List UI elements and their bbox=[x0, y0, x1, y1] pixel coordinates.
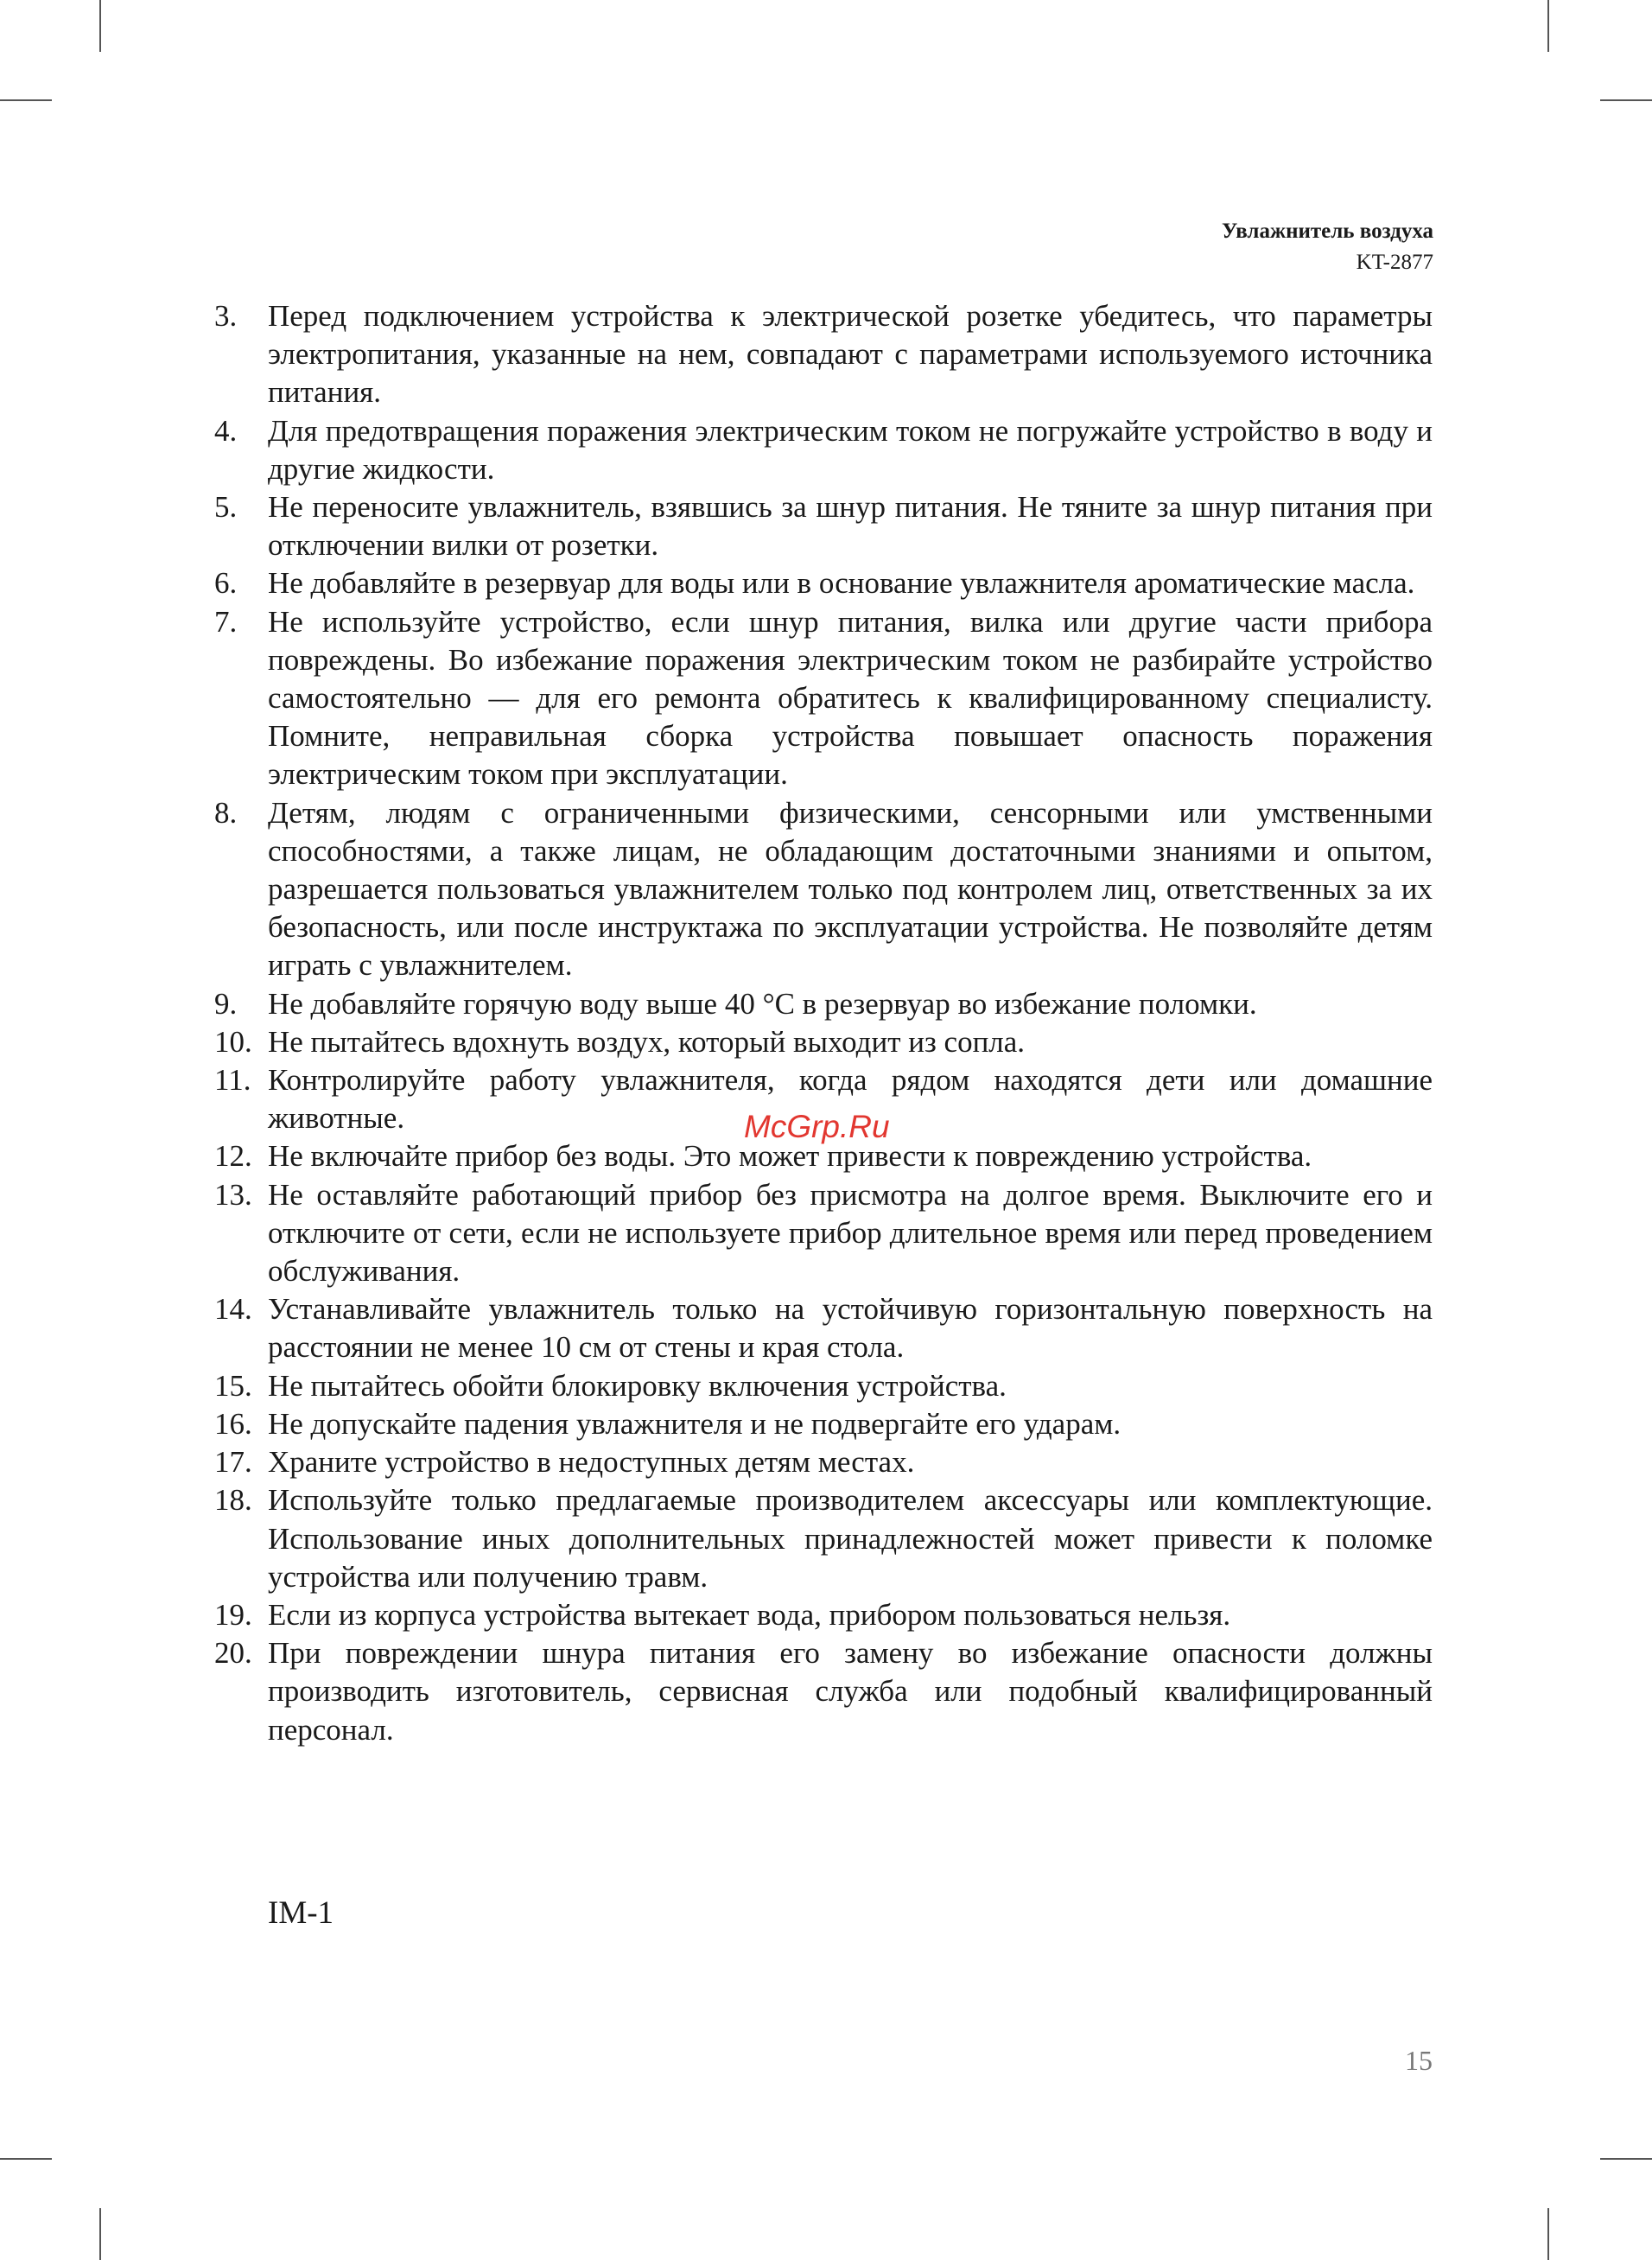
instruction-text: Используйте только предлагаемые производителем аксессуары или комплектующие. Использование иных дополнительных принадлежностей может привести к поломке устройства или получению травм. bbox=[268, 1483, 1433, 1594]
instruction-number: 9. bbox=[214, 986, 238, 1021]
instruction-item bbox=[214, 1176, 1433, 1291]
instruction-number: 14. bbox=[214, 1292, 252, 1327]
watermark: McGrp.Ru bbox=[744, 1109, 890, 1144]
instruction-text: Устанавливайте увлажнитель только на устойчивую горизонтальную поверхность на расстоянии не менее 10 см от стены и края стола. bbox=[268, 1292, 1433, 1365]
crop-mark bbox=[1600, 2158, 1652, 2160]
instruction-text: Не переносите увлажнитель, взявшись за шнур питания. Не тяните за шнур питания при отключении вилки от розетки. bbox=[268, 490, 1433, 563]
instruction-number: 18. bbox=[214, 1483, 252, 1518]
instruction-item bbox=[214, 1023, 1433, 1061]
instruction-item bbox=[214, 1290, 1433, 1366]
instruction-text: Не допускайте падения увлажнителя и не подвергайте его ударам. bbox=[268, 1406, 1121, 1441]
page-number: 15 bbox=[1405, 2045, 1433, 2076]
instruction-item bbox=[214, 488, 1433, 564]
instruction-item bbox=[214, 297, 1433, 412]
instruction-number: 13. bbox=[214, 1177, 252, 1212]
instruction-number: 17. bbox=[214, 1445, 252, 1480]
instruction-item bbox=[214, 985, 1433, 1023]
instruction-number: 19. bbox=[214, 1597, 252, 1632]
crop-mark bbox=[99, 0, 101, 52]
instruction-text: Детям, людям с ограниченными физическими, сенсорными или умственными способностями, а также лицам, не обладающим достаточными знаниями и опытом, разрешается пользоваться увлажнителем только под контролем лиц, ответственных за их безопасность, или после инструктажа по эксплуатации устройства. Не позволяйте детям играть с увлажнителем. bbox=[268, 795, 1433, 983]
instruction-number: 16. bbox=[214, 1406, 252, 1441]
instruction-number: 15. bbox=[214, 1368, 252, 1403]
instruction-item bbox=[214, 603, 1433, 794]
instruction-text: Перед подключением устройства к электрической розетке убедитесь, что параметры электропитания, указанные на нем, совпадают с параметрами используемого источника питания. bbox=[268, 299, 1433, 410]
instruction-number: 10. bbox=[214, 1024, 252, 1059]
instruction-text: Если из корпуса устройства вытекает вода, прибором пользоваться нельзя. bbox=[268, 1597, 1231, 1632]
instruction-text: Не оставляйте работающий прибор без присмотра на долгое время. Выключите его и отключите от сети, если не используете прибор длительное время или перед проведением обслуживания. bbox=[268, 1177, 1433, 1289]
crop-mark bbox=[0, 99, 52, 101]
instruction-text: Не включайте прибор без воды. Это может привести к повреждению устройства. bbox=[268, 1139, 1312, 1174]
running-header bbox=[1222, 216, 1433, 278]
instruction-item bbox=[214, 1367, 1433, 1405]
product-title: Увлажнитель воздуха bbox=[1221, 220, 1433, 243]
instruction-text: Для предотвращения поражения электрическим током не погружайте устройство в воду и другие жидкости. bbox=[268, 413, 1433, 486]
instruction-text: При повреждении шнура питания его замену во избежание опасности должны производить изготовитель, сервисная служба или подобный квалифицированный персонал. bbox=[268, 1636, 1433, 1747]
instruction-text: Не добавляйте горячую воду выше 40 °С в резервуар во избежание поломки. bbox=[268, 986, 1257, 1021]
instruction-text: Не добавляйте в резервуар для воды или в основание увлажнителя ароматические масла. bbox=[268, 566, 1415, 601]
instruction-item bbox=[214, 1405, 1433, 1443]
instruction-number: 11. bbox=[214, 1063, 251, 1098]
instruction-number: 4. bbox=[214, 413, 238, 448]
crop-mark bbox=[0, 2158, 52, 2160]
instruction-item bbox=[214, 564, 1433, 602]
instruction-number: 20. bbox=[214, 1636, 252, 1671]
instruction-item bbox=[214, 412, 1433, 488]
instruction-item bbox=[214, 1443, 1433, 1481]
instruction-item bbox=[214, 1481, 1433, 1596]
instruction-number: 5. bbox=[214, 490, 238, 525]
instruction-text: Не используйте устройство, если шнур питания, вилка или другие части прибора повреждены. Во избежание поражения электрическим током не разбирайте устройство самостоятельно — для его ремонта обратитесь к квалифицированному специалисту. Помните, неправильная сборка устройства повышает опасность поражения электрическим током при эксплуатации. bbox=[268, 604, 1433, 792]
crop-mark bbox=[1547, 0, 1549, 52]
instruction-number: 12. bbox=[214, 1139, 252, 1174]
instruction-text: Храните устройство в недоступных детям местах. bbox=[268, 1445, 915, 1480]
crop-mark bbox=[1600, 99, 1652, 101]
model-number: KT-2877 bbox=[1356, 251, 1433, 274]
crop-mark bbox=[1547, 2208, 1549, 2260]
crop-mark bbox=[99, 2208, 101, 2260]
instruction-item bbox=[214, 1634, 1433, 1749]
instruction-text: Не пытайтесь обойти блокировку включения устройства. bbox=[268, 1368, 1007, 1403]
instruction-item bbox=[214, 794, 1433, 985]
document-code: IM-1 bbox=[268, 1895, 334, 1931]
instruction-number: 6. bbox=[214, 566, 238, 601]
instruction-text: Контролируйте работу увлажнителя, когда рядом находятся дети или домашние животные. bbox=[268, 1063, 1433, 1136]
safety-instructions-list bbox=[214, 297, 1433, 1749]
instruction-text: Не пытайтесь вдохнуть воздух, который выходит из сопла. bbox=[268, 1024, 1026, 1059]
instruction-number: 8. bbox=[214, 795, 238, 830]
instruction-number: 7. bbox=[214, 604, 238, 639]
instruction-item bbox=[214, 1596, 1433, 1634]
instruction-number: 3. bbox=[214, 299, 238, 333]
